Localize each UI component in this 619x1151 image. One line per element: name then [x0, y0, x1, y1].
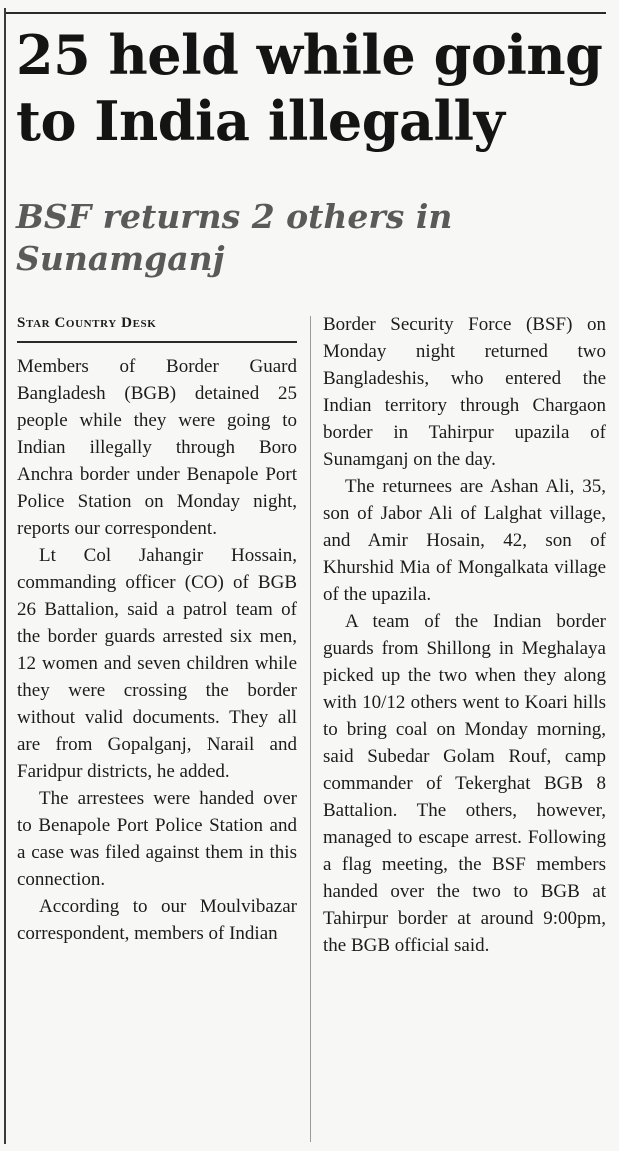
article-column-right: [323, 311, 606, 959]
paragraph-5: Border Security Force (BSF) on Monday night returned two Bangladeshis, who entered the Indian territory through Chargaon border in Tahirpur upazila of Sunamganj on the day.: [323, 314, 606, 470]
byline-rule: [17, 341, 297, 343]
paragraph-3: The arrestees were handed over to Benapole Port Police Station and a case was filed against them in this connection.: [17, 788, 297, 890]
paragraph-1: Members of Border Guard Bangladesh (BGB) detained 25 people while they were going to Indian illegally through Boro Anchra border under Benapole Port Police Station on Monday night, reports our correspondent.: [17, 356, 297, 539]
subheadline: BSF returns 2 others in Sunamganj: [16, 197, 453, 278]
paragraph-6: The returnees are Ashan Ali, 35, son of Jabor Ali of Lalghat village, and Amir Hosain, 42, son of Khurshid Mia of Mongalkata village of the upazila.: [323, 476, 606, 605]
headline: 25 held while going to India illegally: [16, 23, 603, 153]
left-border-rule: [4, 8, 6, 1144]
column-divider: [310, 316, 311, 1142]
cropped-text-fragment: [250, 0, 370, 6]
paragraph-7: A team of the Indian border guards from Shillong in Meghalaya picked up the two when they along with 10/12 others went to Koari hills to bring coal on Monday morning, said Subedar Golam Rouf, camp commander of Tekerghat BGB 8 Battalion. The others, however, managed to escape arrest. Following a flag meeting, the BSF members handed over the two to BGB at Tahirpur border at around 9:00pm, the BGB official said.: [323, 611, 606, 956]
top-border-rule: [6, 12, 606, 14]
paragraph-4: According to our Moulvibazar correspondent, members of Indian: [17, 896, 297, 944]
byline: Star Country Desk: [17, 315, 157, 331]
paragraph-2: Lt Col Jahangir Hossain, commanding officer (CO) of BGB 26 Battalion, said a patrol team of the border guards arrested six men, 12 women and seven children while they were crossing the border without valid documents. They all are from Gopalganj, Narail and Faridpur districts, he added.: [17, 545, 297, 782]
article-column-left: [17, 310, 297, 947]
